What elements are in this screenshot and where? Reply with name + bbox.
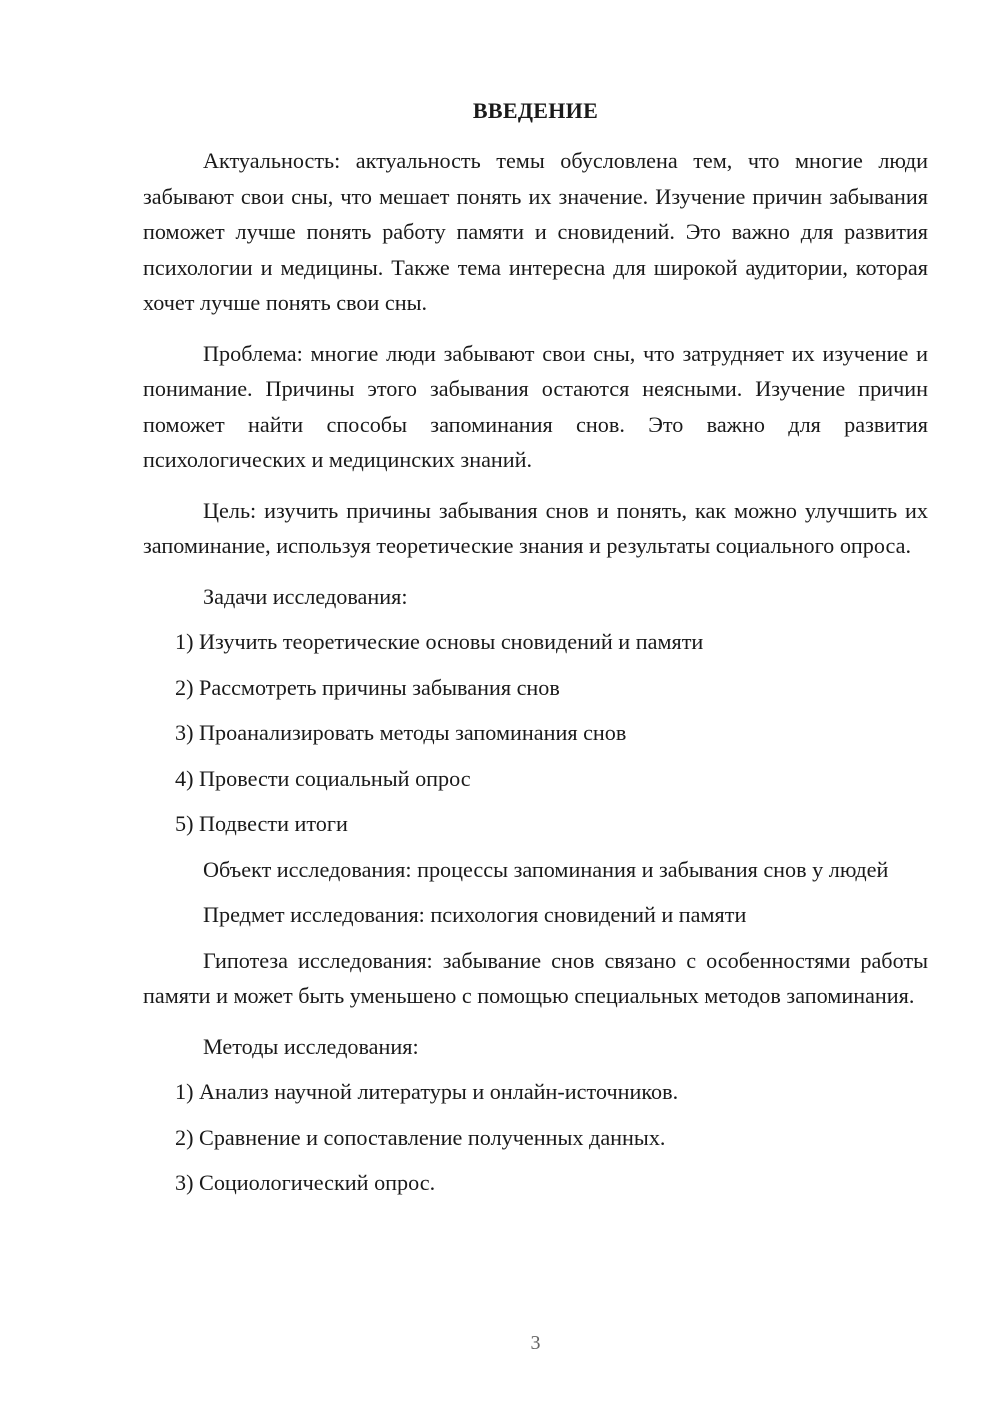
task-list-item: 4) Провести социальный опрос — [175, 765, 471, 791]
body-text — [143, 143, 928, 1201]
document-page — [143, 0, 928, 1414]
method-list-item: 2) Сравнение и сопоставление полученных данных. — [175, 1124, 666, 1150]
page-number: 3 — [530, 1332, 541, 1354]
section-title: ВВЕДЕНИЕ — [472, 98, 599, 123]
task-list-item: 2) Рассмотреть причины забывания снов — [175, 674, 560, 700]
goal-paragraph: Цель: изучить причины забывания снов и понять, как можно улучшить их запоминание, используя теоретические знания и результаты социального опроса. — [143, 497, 928, 558]
object-paragraph: Объект исследования: процессы запоминания и забывания снов у людей — [203, 856, 889, 882]
problem-paragraph: Проблема: многие люди забывают свои сны, что затрудняет их изучение и понимание. Причины этого забывания остаются неясными. Изучение причин поможет найти способы запоминания снов. Это важно для развития психологических и медицинских знаний. — [143, 340, 928, 472]
task-list-item: 3) Проанализировать методы запоминания снов — [175, 720, 627, 745]
subject-paragraph: Предмет исследования: психология сновидений и памяти — [203, 902, 747, 927]
methods-heading: Методы исследования: — [203, 1033, 419, 1059]
method-list-item: 1) Анализ научной литературы и онлайн-источников. — [175, 1079, 679, 1104]
relevance-paragraph: Актуальность: актуальность темы обусловлена тем, что многие люди забывают свои сны, что мешает понять их значение. Изучение причин забывания поможет лучше понять работу памяти и сновидений. Это важно для развития психологии и медицины. Также тема интересна для широкой аудитории, которая хочет лучше понять свои сны. — [143, 148, 928, 315]
task-list-item: 1) Изучить теоретические основы сновидений и памяти — [175, 629, 704, 654]
method-list-item: 3) Социологический опрос. — [175, 1170, 436, 1195]
hypothesis-paragraph: Гипотеза исследования: забывание снов связано с особенностями работы памяти и может быть уменьшено с помощью специальных методов запоминания. — [143, 947, 928, 1008]
tasks-heading: Задачи исследования: — [203, 583, 408, 609]
task-list-item: 5) Подвести итоги — [175, 811, 348, 836]
